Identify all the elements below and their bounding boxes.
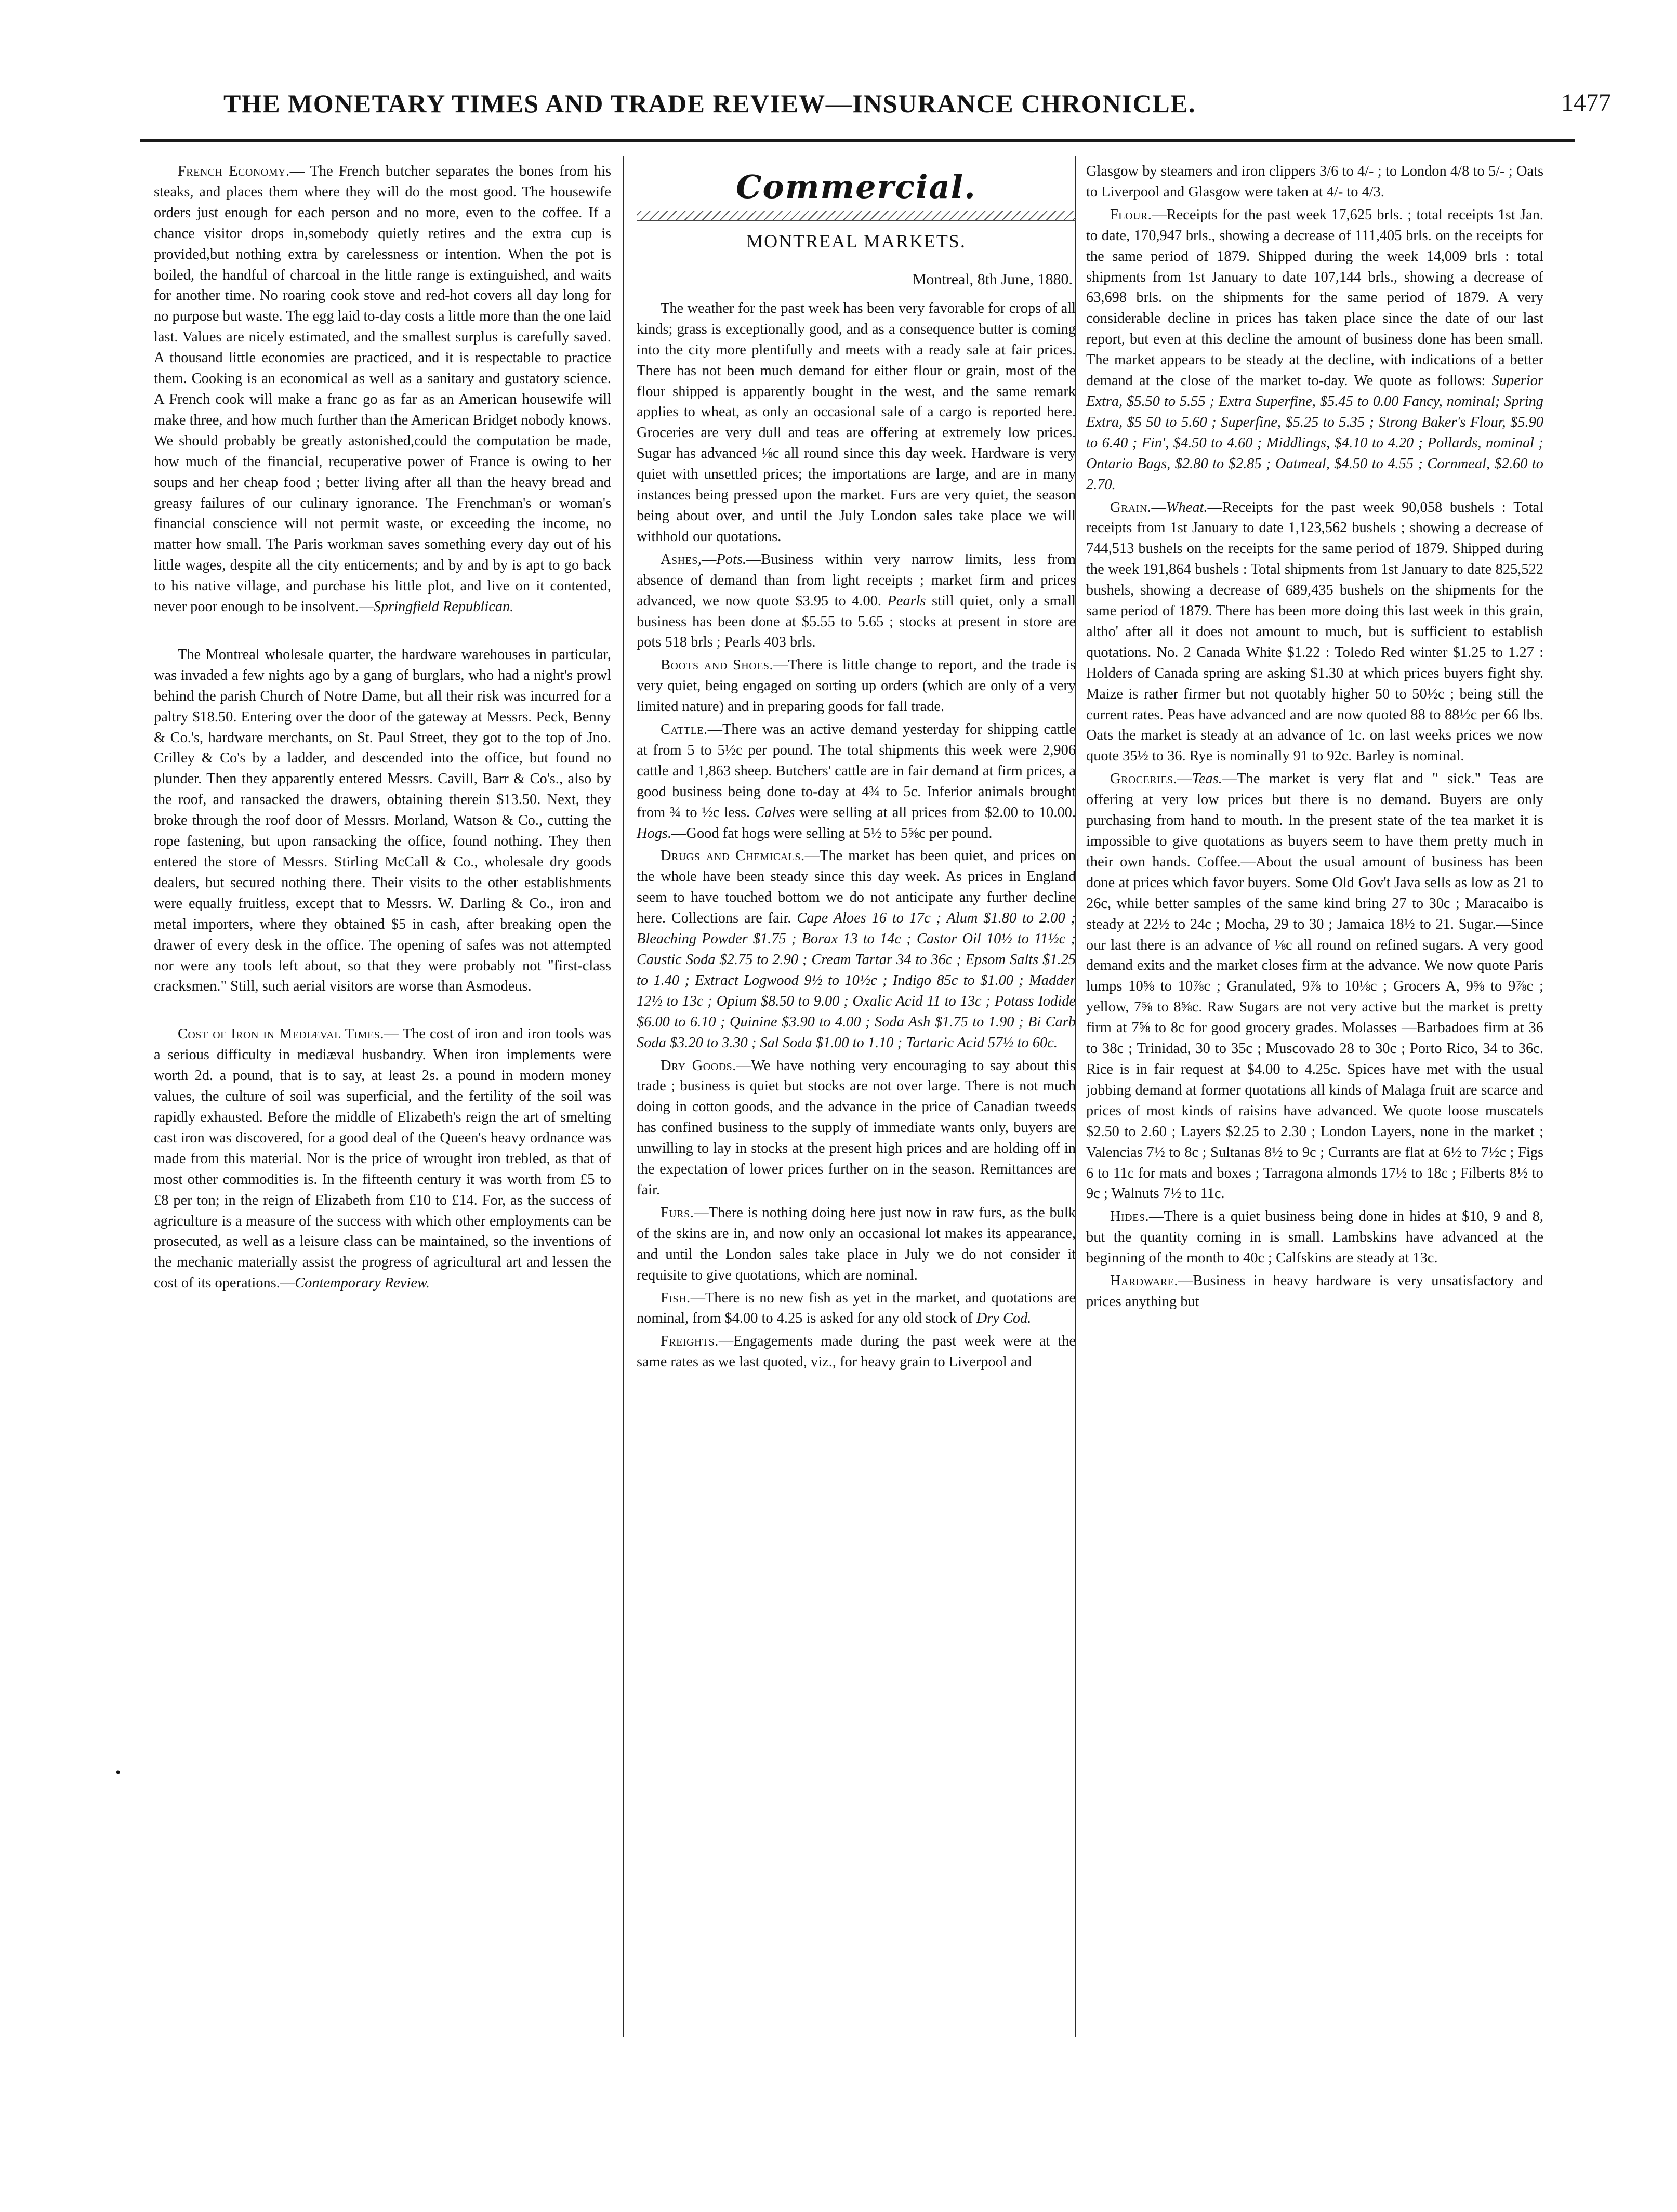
market-flour [1086, 205, 1543, 495]
margin-mark: • [115, 1764, 121, 1781]
market-hardware [1086, 1271, 1543, 1312]
market-grain: Grain.—Wheat.—Receipts for the past week 90,058 bushels : Total receipts from 1st January to date 1,123,562 bushels ; showing a decrease of 744,513 bushels on the receipts for the same period of 1879. Shipped during the week 191,864 bushels : Total shipments from 1st January to date 825,522 bushels, showing a decrease of 689,435 bushels on the shipments for the same period of 1879. There has been more doing this last week in this grain, altho' after all it does not amount to much, but is sufficient to establish quotations. No. 2 Canada White $1.22 : Toledo Red winter $1.25 to 1.27 : Holders of Canada spring are asking $1.30 at which prices buyers fight shy. Maize is rather firmer but not quotably higher 50 to 50½c ; being still the current rates. Peas have advanced and are now quoted 88 to 88½c per 66 lbs. Oats the market is steady at an advance of 1c. on last weeks prices we now quote 35½ to 36. Rye is nominally 91 to 92c. Barley is nominal. [1086, 499, 1543, 765]
article-iron-cost [154, 1024, 611, 1294]
market-heading: Flour. [1110, 206, 1152, 223]
market-body: —There was an active demand yesterday for shipping cattle at from 5 to 5½c per pound. The total shipments this week were 2,906 cattle and 1,863 sheep. Butchers' cattle are in fair demand at firm prices, a good business being done to-day at 4¾ to 5c. Inferior animals brought from ¾ to ½c less. [637, 721, 1076, 821]
market-body: —The market is very flat and " sick." Teas are offering at very low prices but there is no demand. Buyers are only purchasing from hand to mouth. In the present state of the tea market it is impossible to give quotations as buyers seem to have them pretty much in their own hands. Coffee.—About the usual amount of business has been done at prices which favor buyers. Some Old Gov't Java sells as low as 21 to 26c, while better samples of the same kind bring 27 to 30c ; Maracaibo is steady at 22½ to 24c ; Mocha, 29 to 30 ; Jamaica 18½ to 21. Sugar.—Since our last there is an advance of ⅛c all round on refined sugars. A very good demand exits and the market closes firm at the advance. We now quote Paris lumps 10⅝ to 10⅞c ; Granulated, 9⅞ to 10⅛c ; Grocers A, 9⅝ to 9⅞c ; yellow, 7⅝ to 8⅝c. Raw Sugars are not very active but the market is pretty firm at 7⅝ to 8c for good grocery grades. Molasses —Barbadoes firm at 36 to 38c ; Trinidad, 30 to 35c ; Muscovado 28 to 30c ; Porto Rico, 34 to 36c. Rice is in fair request at $4.00 to 4.25c. Spices have met with the usual jobbing demand at former quotations all kinds of Malaga fruit are scarce and prices of most kinds of raisins have advanced. We quote loose muscatels $2.50 to 2.60 ; Layers $2.25 to 2.30 ; London Layers, none in the market ; Valencias 7½ to 8c ; Sultanas 8½ to 9c ; Currants are flat at 6½ to 7½c ; Figs 6 to 11c for mats and boxes ; Tarragona almonds 17½ to 18c ; Filberts 8½ to 9c ; Walnuts 7½ to 11c. [1086, 771, 1543, 1202]
article-source: Contemporary Review. [295, 1275, 430, 1292]
market-dry-goods [637, 1056, 1076, 1201]
market-body: —There is a quiet business being done in hides at $10, 9 and 8, but the quantity coming in is small. Lambskins have advanced at the beginning of the month to 40c ; Calfskins are steady at 13c. [1086, 1208, 1543, 1267]
market-term: Pearls [887, 592, 926, 609]
market-subheading: Teas. [1192, 771, 1222, 787]
market-boots-shoes [637, 655, 1076, 717]
running-head [140, 88, 1621, 125]
column-middle [637, 161, 1076, 1373]
article-body: The Montreal wholesale quarter, the hardware warehouses in particular, was invaded a few nights ago by a gang of burglars, who had a night's prowl behind the parish Church of Notre Dame, but all their risk was incurred for a paltry $18.50. Entering over the door of the gateway at Messrs. Peck, Benny & Co.'s, hardware merchants, on St. Paul Street, they got to the top of Jno. Crilley & Co's by a ladder, and descended into the office, but found no plunder. Then they apparently entered Messrs. Cavill, Barr & Co's., also by the roof, and ransacked the drawers, obtaining therein $13.50. Next, they broke through the roof door of Messrs. Morland, Watson & Co., cutting the rope fastening, but upon ransacking the office, found nothing. They then entered the store of Messrs. Stirling McCall & Co., wholesale dry goods dealers, but secured nothing there. Their visits to the other establishments were equally fruitless, except that to Messrs. W. Darling & Co., iron and metal importers, where they obtained $5 in cash, after breaking open the drawer of every desk in the office. The opening of safes was not attempted nor were any tools left about, so that they were probably not "first-class cracksmen." Still, such aerial visitors are worse than Asmodeus. [154, 646, 611, 995]
section-subhead: MONTREAL MARKETS. [746, 231, 966, 252]
market-heading: Fish. [661, 1289, 691, 1306]
column-left [154, 161, 611, 1294]
market-body: —Good fat hogs were selling at 5½ to 5⅝c per pound. [671, 825, 993, 841]
market-ashes: Ashes,—Pots.—Business within very narrow limits, less from absence of demand than from light receipts ; market firm and prices advanced, we now quote $3.95 to 4.00. Pearls still quiet, only a small business has been done at $5.55 to 5.65 ; stocks at present in store are pots 518 brls ; Pearls 403 brls. [637, 551, 1076, 651]
article-heading: Cost of Iron in Mediæval Times. [178, 1026, 384, 1043]
market-hides [1086, 1206, 1543, 1269]
market-drugs [637, 846, 1076, 1053]
market-term: Calves [755, 804, 795, 821]
article-french-economy [154, 161, 611, 617]
market-body: —There is nothing doing here just now in raw furs, as the bulk of the skins are in, and now only an occasional lot makes its appearance, and until the London sales take place in July we do not consider it requisite to give quotations, which are nominal. [637, 1204, 1076, 1283]
dateline: Montreal, 8th June, 1880. [912, 271, 1073, 288]
market-quotes: Superior Extra, $5.50 to 5.55 ; Extra Superfine, $5.45 to 0.00 Fancy, nominal; Spring Extra, $5 50 to 5.60 ; Superfine, $5.25 to 5.35 ; Strong Baker's Flour, $5.90 to 6.40 ; Fin', $4.50 to 4.60 ; Middlings, $4.10 to 4.20 ; Pollards, nominal ; Ontario Bags, $2.80 to $2.85 ; Oatmeal, $4.50 to 4.55 ; Cornmeal, $2.60 to 2.70. [1086, 373, 1543, 493]
market-body: —Engagements made during the past week were at the same rates as we last quoted, viz., for heavy grain to Liverpool and [637, 1333, 1076, 1371]
market-body: —Business in heavy hardware is very unsatisfactory and prices anything but [1086, 1273, 1543, 1310]
market-heading: Hardware. [1110, 1273, 1178, 1289]
market-heading: Groceries. [1110, 771, 1178, 787]
market-freights [637, 1331, 1076, 1373]
market-groceries: Groceries.—Teas.—The market is very flat and " sick." Teas are offering at very low prices but there is no demand. Buyers are only purchasing from hand to mouth. In the present state of the tea market it is impossible to give quotations as buyers seem to have them pretty much in their own hands. Coffee.—About the usual amount of business has been done at prices which favor buyers. Some Old Gov't Java sells as low as 21 to 26c, while better samples of the same kind bring 27 to 30c ; Maracaibo is steady at 22½ to 24c ; Mocha, 29 to 30 ; Jamaica 18½ to 21. Sugar.—Since our last there is an advance of ⅛c all round on refined sugars. A very good demand exits and the market closes firm at the advance. We now quote Paris lumps 10⅝ to 10⅞c ; Granulated, 9⅞ to 10⅛c ; Grocers A, 9⅝ to 9⅞c ; yellow, 7⅝ to 8⅝c. Raw Sugars are not very active but the market is pretty firm at 7⅝ to 8c for good grocery grades. Molasses —Barbadoes firm at 36 to 38c ; Trinidad, 30 to 35c ; Muscovado 28 to 30c ; Porto Rico, 34 to 36c. Rice is in fair request at $4.00 to 4.25c. Spices have met with the usual jobbing demand at former quotations all kinds of Malaga fruit are scarce and prices of most kinds of raisins have advanced. We quote loose muscatels $2.50 to 2.60 ; Layers $2.25 to 2.30 ; London Layers, none in the market ; Valencias 7½ to 8c ; Sultanas 8½ to 9c ; Currants are flat at 6½ to 7½c ; Figs 6 to 11c for mats and boxes ; Tarragona almonds 17½ to 18c ; Filberts 8½ to 9c ; Walnuts 7½ to 11c. [1086, 771, 1543, 1202]
market-body: —Receipts for the past week 90,058 bushels : Total receipts from 1st January to date 1,123,562 bushels ; showing a decrease of 744,513 bushels on the receipts for the same period of 1879. Shipped during the week 191,864 bushels : Total shipments from 1st January to date 825,522 bushels, showing a decrease of 689,435 bushels on the shipments for the same period of 1879. There has been more doing this last week in this grain, altho' after all it does not amount to much, but is sufficient to establish quotations. No. 2 Canada White $1.22 : Toledo Red winter $1.25 to 1.27 : Holders of Canada spring are asking $1.30 at which prices buyers fight shy. Maize is rather firmer but not quotably higher 50 to 50½c ; being still the current rates. Peas have advanced and are now quoted 88 to 88½c per 66 lbs. Oats the market is steady at an advance of 1c. on last weeks prices we now quote 35½ to 36. Rye is nominally 91 to 92c. Barley is nominal. [1086, 499, 1543, 765]
market-cattle [637, 719, 1076, 844]
ornamental-rule [637, 211, 1076, 221]
article-body: — The cost of iron and iron tools was a serious difficulty in mediæval husbandry. When iron implements were worth 2d. a pound, that is to say, at least 2s. a pound in modern money values, the culture of soil was superficial, and the fertility of the soil was rapidly exhausted. Before the middle of Elizabeth's reign the art of smelting cast iron was discovered, for a good deal of the Queen's heavy ordnance was made from this material. Nor is the price of wrought iron trebled, as that of most other commodities is. In the fifteenth century it was worth from £5 to £8 per ton; in the reign of Elizabeth from £10 to £14. For, as the success of agriculture is a measure of the success with which other employments can be prosecuted, as well as a leisure class can be maintained, so the inventions of the mechanic materially assist the progress of agricultural art and lessen the cost of its operations.— [154, 1026, 611, 1292]
section-title: Commercial. [736, 168, 976, 206]
article-heading: French Economy. [178, 163, 290, 179]
market-heading: Furs. [661, 1204, 694, 1221]
market-term: Hogs. [637, 825, 672, 841]
market-body: —We have nothing very encouraging to say about this trade ; business is quiet but stocks are not over large. There is not much doing in cotton goods, and the advance in the price of Canadian tweeds has confined business to the supply of immediate wants only, buyers are unwilling to lay in stocks at the present high prices and are holding off in the expectation of lower prices further on in the season. Remittances are fair. [637, 1057, 1076, 1198]
market-heading: Ashes [661, 551, 698, 568]
market-heading: Hides. [1110, 1208, 1150, 1225]
article-source: Springfield Republican. [373, 599, 514, 615]
market-freights-continued: Glasgow by steamers and iron clippers 3/6 to 4/- ; to London 4/8 to 5/- ; Oats to Liverpool and Glasgow were taken at 4/- to 4/3. [1086, 163, 1543, 200]
market-body: —Receipts for the past week 17,625 brls. ; total receipts 1st Jan. to date, 170,947 brls., showing a decrease of 111,405 brls. on the receipts for the same period of 1879. Shipped during the week 14,009 brls : total shipments from 1st January to date 107,144 brls., showing a decrease of 63,698 brls. on the shipments for the same period of 1879. A very considerable decline in prices has taken place since the date of our last report, but even at this decline the amount of business done has been small. The market appears to be steady at the decline, with indications of a better demand at the close of the market to-day. We quote as follows: [1086, 206, 1543, 389]
column-right [1086, 161, 1543, 1312]
market-quotes: Cape Aloes 16 to 17c ; Alum $1.80 to 2.00 ; Bleaching Powder $1.75 ; Borax 13 to 14c ; Castor Oil 10½ to 11½c ; Caustic Soda $2.75 to 2.90 ; Cream Tartar 34 to 36c ; Epsom Salts $1.25 to 1.40 ; Extract Logwood 9½ to 10½c ; Indigo 85c to $1.00 ; Madder 12½ to 13c ; Opium $8.50 to 9.00 ; Oxalic Acid 11 to 13c ; Potass Iodide $6.00 to 6.10 ; Quinine $3.90 to 4.00 ; Soda Ash $1.75 to 1.90 ; Bi Carb Soda $3.20 to 3.30 ; Sal Soda $1.00 to 1.10 ; Tartaric Acid 57½ to 60c. [637, 910, 1076, 1051]
market-fish [637, 1288, 1076, 1329]
market-heading: Dry Goods. [661, 1057, 736, 1074]
page-number: 1477 [1561, 89, 1611, 116]
article-burglary [154, 644, 611, 997]
market-intro: The weather for the past week has been very favorable for crops of all kinds; grass is exceptionally good, and as a consequence butter is coming into the city more plentifully and meets with a ready sale at fair prices. There has not been much demand for either flour or grain, most of the flour shipped is apparently bought in the west, and the same remark applies to wheat, as only an occasional sale of a cargo is reported here. Groceries are very dull and teas are offering at extremely low prices. Sugar has advanced ⅛c all round since this day week. Hardware is very quiet with unsettled prices; the importations are large, and are in many instances being pressed upon the market. Furs are very quiet, the season being about over, and until the July London sales take place we will withhold our quotations. [637, 300, 1076, 545]
market-heading: Freights. [661, 1333, 719, 1350]
market-body: —Business within very narrow limits, less from absence of demand than from light receipts ; market firm and prices advanced, we now quote $3.95 to 4.00. [637, 551, 1076, 609]
header-rule [140, 139, 1575, 142]
article-body: — The French butcher separates the bones from his steaks, and places them where they will do the most good. The housewife orders just enough for each person and no more, even to the coffee. If a chance visitor drops in,somebody quietly retires and the extra cup is provided,but nothing extra by carelessness or intention. When the pot is boiled, the handful of charcoal in the little range is extinguished, and waits for another time. No roaring cook stove and red-hot covers all day long for no purpose but waste. The egg laid to-day costs a little more than the one laid last. Values are nicely estimated, and the smallest surplus is carefully saved. A thousand little economies are practiced, and it is respectable to practice them. Cooking is an economical as well as a sanitary and gustatory science. A French cook will make a franc go as far as an American housewife will make three, and how much further than the American Bridget nobody knows. We should probably be greatly astonished,could the computation be made, how much of the financial, recuperative power of France is owing to her soups and her cheap food ; better living after all than the heavy bread and greasy failures of our culinary ignorance. The Frenchman's or woman's financial conscience will not permit waste, or exceeding the income, no matter how small. The Paris workman saves something every day out of his little wages, despite all the city enticements; and by and by is apt to go back to his native village, and purchase his little plot, and live on it contented, never poor enough to be insolvent.— [154, 163, 611, 615]
market-heading: Boots and Shoes. [661, 657, 774, 674]
market-term: Dry Cod. [976, 1310, 1032, 1327]
market-body: —The market has been quiet, and prices on the whole have been steady since this day week. As prices in England seem to have touched bottom we do not anticipate any further decline here. Collections are fair. [637, 848, 1076, 927]
page-title: THE MONETARY TIMES AND TRADE REVIEW—INSURANCE CHRONICLE. [223, 89, 1196, 118]
market-heading: Grain. [1110, 499, 1152, 516]
market-heading: Cattle. [661, 721, 708, 738]
column-divider [623, 156, 624, 2037]
market-body: —There is no new fish as yet in the market, and quotations are nominal, from $4.00 to 4.25 is asked for any old stock of [637, 1289, 1076, 1327]
market-body: still quiet, only a small business has been done at $5.55 to 5.65 ; stocks at present in store are pots 518 brls ; Pearls 403 brls. [637, 592, 1076, 651]
market-body: —There is little change to report, and the trade is very quiet, being engaged on sorting up orders (which are only of a very limited nature) and in preparing goods for fall trade. [637, 657, 1076, 715]
market-subheading: Pots. [716, 551, 746, 568]
market-body: were selling at all prices from $2.00 to 10.00. [799, 804, 1076, 821]
market-subheading: Wheat. [1166, 499, 1208, 516]
market-heading: Drugs and Chemicals. [661, 848, 805, 864]
market-furs [637, 1203, 1076, 1286]
